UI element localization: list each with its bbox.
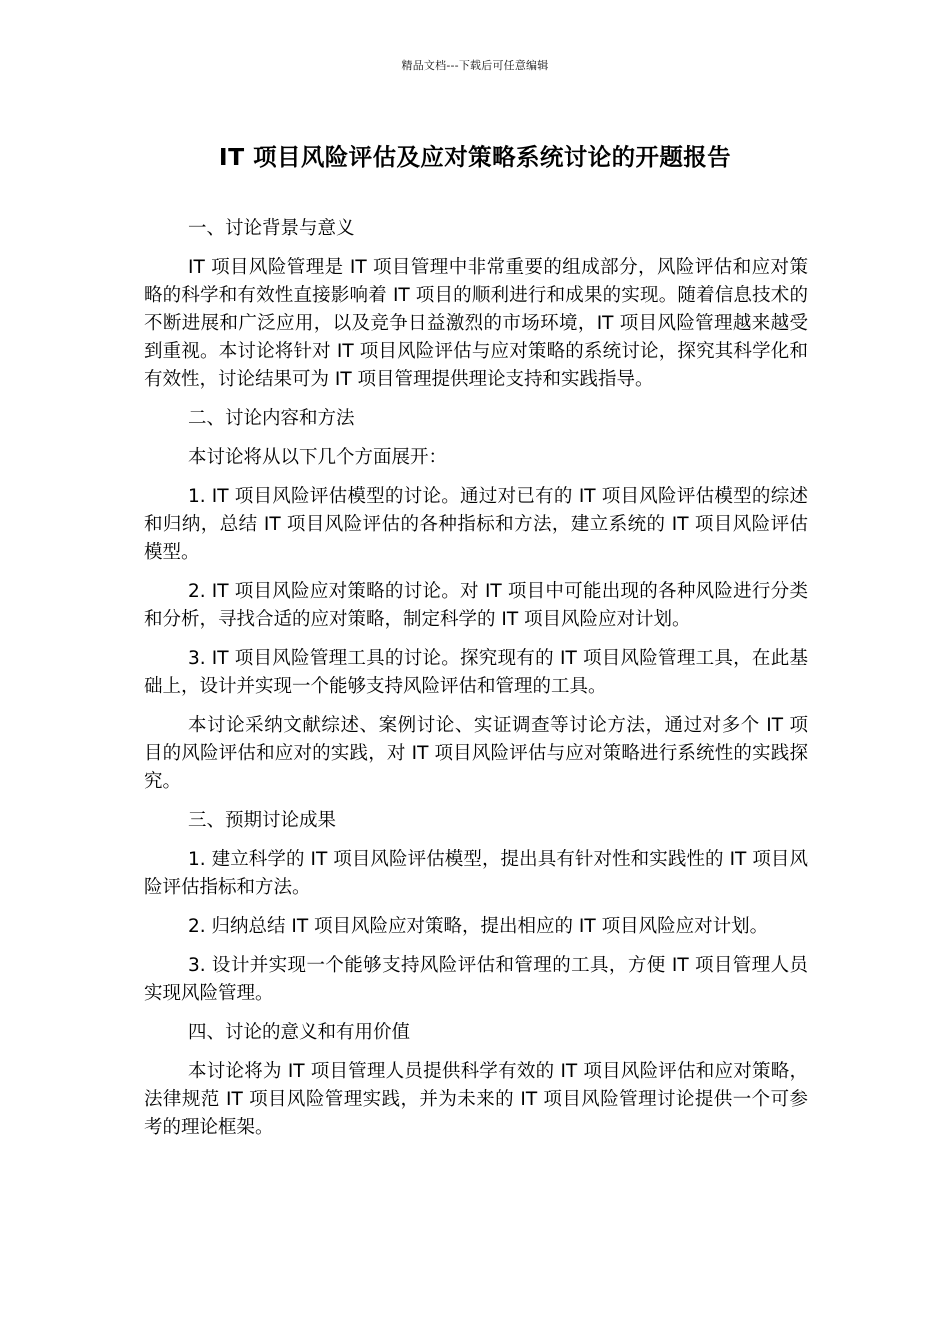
paragraph-methods: 本讨论采纳文献综述、案例讨论、实证调查等讨论方法，通过对多个 IT 项目的风险评估和应对的实践，对 IT 项目风险评估与应对策略进行系统性的实践探究。 (144, 715, 808, 792)
paragraph-intro: 本讨论将从以下几个方面展开： (188, 447, 448, 468)
list-item-1: 1. IT 项目风险评估模型的讨论。通过对已有的 IT 项目风险评估模型的综述和归纳，总结 IT 项目风险评估的各种指标和方法，建立系统的 IT 项目风险评估模型。 (144, 486, 808, 563)
outcome-item-2: 2. 归纳总结 IT 项目风险应对策略，提出相应的 IT 项目风险应对计划。 (188, 916, 769, 937)
document-body (144, 215, 808, 1153)
list-item-3: 3. IT 项目风险管理工具的讨论。探究现有的 IT 项目风险管理工具，在此基础上，设计并实现一个能够支持风险评估和管理的工具。 (144, 648, 808, 697)
list-item-2: 2. IT 项目风险应对策略的讨论。对 IT 项目中可能出现的各种风险进行分类和分析，寻找合适的应对策略，制定科学的 IT 项目风险应对计划。 (144, 581, 808, 630)
document-title: IT 项目风险评估及应对策略系统讨论的开题报告 (218, 143, 732, 171)
section-heading-value: 四、讨论的意义和有用价值 (188, 1022, 411, 1043)
section-heading-outcomes: 三、预期讨论成果 (188, 810, 337, 831)
paragraph-background: IT 项目风险管理是 IT 项目管理中非常重要的组成部分，风险评估和应对策略的科学和有效性直接影响着 IT 项目的顺利进行和成果的实现。随着信息技术的不断进展和广泛应用，以及竞争日益激烈的市场环境，IT 项目风险管理越来越受到重视。本讨论将针对 IT 项目风险评估与应对策略的系统讨论，探究其科学化和有效性，讨论结果可为 IT 项目管理提供理论支持和实践指导。 (144, 257, 808, 390)
section-heading-content-method: 二、讨论内容和方法 (188, 408, 355, 429)
outcome-item-3: 3. 设计并实现一个能够支持风险评估和管理的工具，方便 IT 项目管理人员实现风险管理。 (144, 955, 808, 1004)
outcome-item-1: 1. 建立科学的 IT 项目风险评估模型，提出具有针对性和实践性的 IT 项目风险评估指标和方法。 (144, 849, 808, 898)
paragraph-value: 本讨论将为 IT 项目管理人员提供科学有效的 IT 项目风险评估和应对策略，法律规范 IT 项目风险管理实践，并为未来的 IT 项目风险管理讨论提供一个可参考的理论框架。 (144, 1061, 808, 1138)
section-heading-background: 一、讨论背景与意义 (188, 218, 355, 239)
header-note: 精品文档---下载后可任意编辑 (401, 59, 549, 72)
